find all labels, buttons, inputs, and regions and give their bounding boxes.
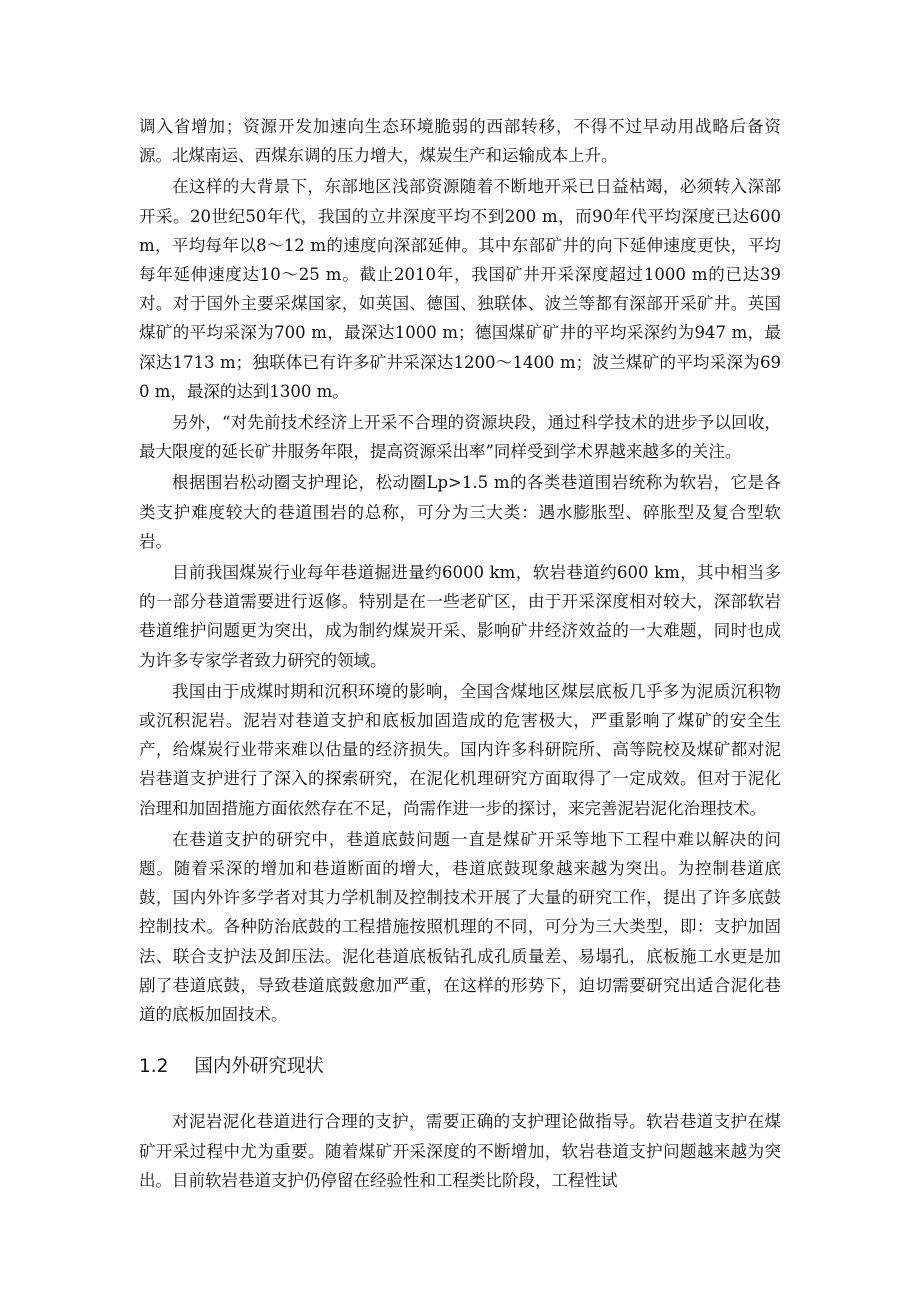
section-title: 国内外研究现状 [194,1056,324,1078]
paragraph-continued: 调入省增加；资源开发加速向生态环境脆弱的西部转移，不得不过早动用战略后备资源。北煤南运、西煤东调的压力增大，煤炭生产和运输成本上升。 [139,117,781,166]
paragraph-soft-rock-definition: 根据围岩松动圈支护理论，松动圈Lp>1.5 m的各类巷道围岩统称为软岩，它是各类支护难度较大的巷道围岩的总称，可分为三大类：遇水膨胀型、碎胀型及复合型软岩。 [139,473,781,551]
document-page [139,112,781,1197]
section-heading [139,1053,781,1081]
paragraph-floor-heave: 在巷道支护的研究中，巷道底鼓问题一直是煤矿开采等地下工程中难以解决的问题。随着采深的增加和巷道断面的增大，巷道底鼓现象越来越为突出。为控制巷道底鼓，国内外许多学者对其力学机制及控制技术开展了大量的研究工作，提出了许多底鼓控制技术。各种防治底鼓的工程措施按照机理的不同，可分为三大类型，即：支护加固法、联合支护法及卸压法。泥化巷道底板钻孔成孔质量差、易塌孔，底板施工水更是加剧了巷道底鼓，导致巷道底鼓愈加严重，在这样的形势下，迫切需要研究出适合泥化巷道的底板加固技术。 [139,829,781,1025]
section-number: 1.2 [139,1056,169,1078]
paragraph-mudstone-hazard: 我国由于成煤时期和沉积环境的影响，全国含煤地区煤层底板几乎多为泥质沉积物或沉积泥岩。泥岩对巷道支护和底板加固造成的危害极大，严重影响了煤矿的安全生产，给煤炭行业带来难以估量的经济损失。国内许多科研院所、高等院校及煤矿都对泥岩巷道支护进行了深入的探索研究，在泥化机理研究方面取得了一定成效。但对于泥化治理和加固措施方面依然存在不足，尚需作进一步的探讨，来完善泥岩泥化治理技术。 [139,681,781,818]
paragraph-deep-mining: 在这样的大背景下，东部地区浅部资源随着不断地开采已日益枯竭，必须转入深部开采。20世纪50年代，我国的立井深度平均不到200 m，而90年代平均深度已达600 m，平均每年以8～12 m的速度向深部延伸。其中东部矿井的向下延伸速度更快，平均每年延伸速度达10～25 m。截止2010年，我国矿井开采深度超过1000 m的已达39对。对于国外主要采煤国家，如英国、德国、独联体、波兰等都有深部开采矿井。英国煤矿的平均采深为700 m，最深达1000 m；德国煤矿矿井的平均采深约为947 m，最深达1713 m；独联体已有许多矿井采深达1200～1400 m；波兰煤矿的平均采深为690 m，最深的达到1300 m。 [139,177,781,401]
paragraph-research-status: 对泥岩泥化巷道进行合理的支护，需要正确的支护理论做指导。软岩巷道支护在煤矿开采过程中尤为重要。随着煤矿开采深度的不断增加，软岩巷道支护问题越来越为突出。目前软岩巷道支护仍停留在经验性和工程类比阶段，工程性试 [139,1112,781,1190]
paragraph-resource-recovery: 另外，“对先前技术经济上开采不合理的资源块段，通过科学技术的进步予以回收，最大限度的延长矿井服务年限，提高资源采出率”同样受到学术界越来越多的关注。 [139,413,781,462]
paragraph-roadway-statistics: 目前我国煤炭行业每年巷道掘进量约6000 km，软岩巷道约600 km，其中相当多的一部分巷道需要进行返修。特别是在一些老矿区，由于开采深度相对较大，深部软岩巷道维护问题更为突出，成为制约煤炭开采、影响矿井经济效益的一大难题，同时也成为许多专家学者致力研究的领域。 [139,563,781,670]
